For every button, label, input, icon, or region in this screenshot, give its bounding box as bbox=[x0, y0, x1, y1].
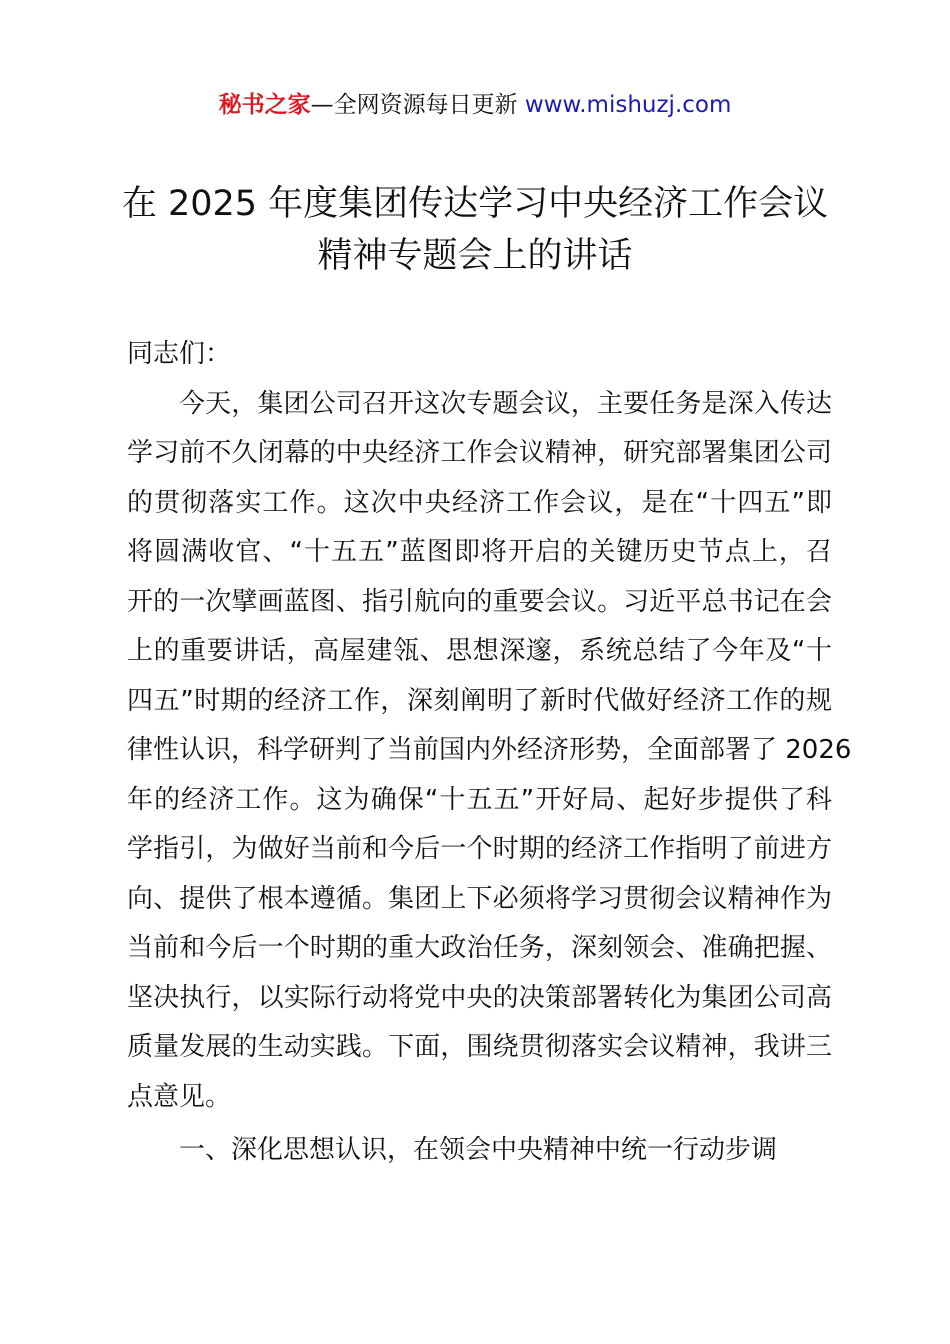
title-line-2: 精神专题会上的讲话 bbox=[317, 236, 633, 276]
paragraph-line: 上的重要讲话，高屋建瓴、思想深邃，系统总结了今年及“十 bbox=[127, 636, 832, 666]
document-title bbox=[60, 178, 890, 282]
paragraph-line: 四五”时期的经济工作，深刻阐明了新时代做好经济工作的规 bbox=[127, 685, 832, 716]
paragraph-line: 坚决执行，以实际行动将党中央的决策部署转化为集团公司高 bbox=[127, 982, 832, 1013]
site-url-link[interactable]: www.mishuzj.com bbox=[524, 92, 732, 118]
paragraph-1 bbox=[127, 380, 852, 1123]
paragraph-line: 质量发展的生动实践。下面，围绕贯彻落实会议精神，我讲三 bbox=[127, 1032, 832, 1062]
paragraph-line: 的贯彻落实工作。这次中央经济工作会议，是在“十四五”即 bbox=[127, 487, 832, 518]
section-1-heading: 一、深化思想认识，在领会中央精神中统一行动步调 bbox=[179, 1135, 778, 1165]
salutation: 同志们： bbox=[127, 339, 232, 369]
paragraph-line: 律性认识，科学研判了当前国内外经济形势，全面部署了 2026 bbox=[127, 735, 852, 765]
document-body bbox=[127, 330, 852, 1122]
title-line-1: 在 2025 年度集团传达学习中央经济工作会议 bbox=[121, 184, 829, 224]
paragraph-line: 向、提供了根本遵循。集团上下必须将学习贯彻会议精神作为 bbox=[127, 883, 832, 914]
paragraph-line: 将圆满收官、“十五五”蓝图即将开启的关键历史节点上，召 bbox=[127, 537, 832, 567]
paragraph-line: 点意见。 bbox=[127, 1081, 232, 1112]
paragraph-line: 今天，集团公司召开这次专题会议，主要任务是深入传达 bbox=[179, 388, 832, 419]
paragraph-line: 年的经济工作。这为确保“十五五”开好局、起好步提供了科 bbox=[127, 784, 832, 815]
paragraph-line: 学习前不久闭幕的中央经济工作会议精神，研究部署集团公司 bbox=[127, 438, 832, 468]
site-brand: 秘书之家 bbox=[218, 92, 311, 118]
site-slogan: —全网资源每日更新 bbox=[310, 92, 525, 118]
site-header bbox=[0, 88, 950, 122]
paragraph-line: 当前和今后一个时期的重大政治任务，深刻领会、准确把握、 bbox=[127, 933, 832, 963]
paragraph-line: 开的一次擘画蓝图、指引航向的重要会议。习近平总书记在会 bbox=[127, 586, 832, 617]
paragraph-line: 学指引，为做好当前和今后一个时期的经济工作指明了前进方 bbox=[127, 834, 832, 864]
